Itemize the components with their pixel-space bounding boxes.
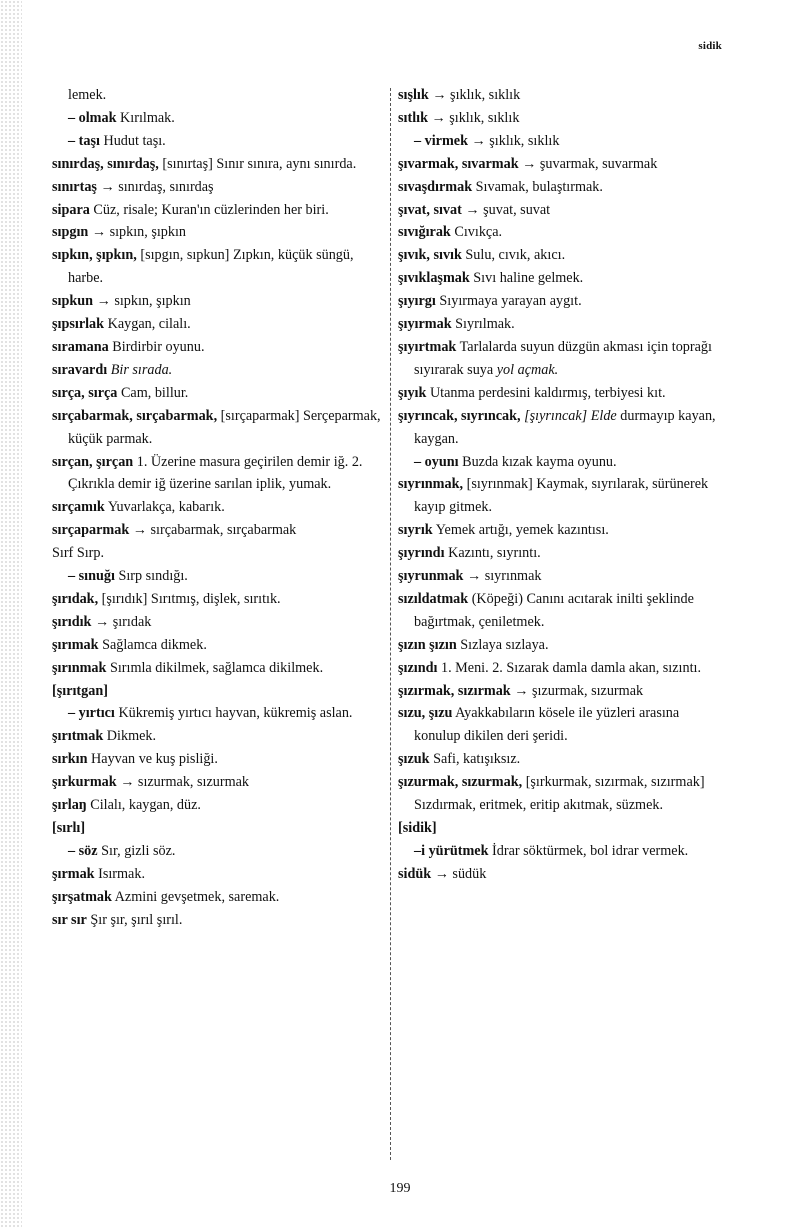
dictionary-entry [52, 725, 388, 748]
entry-definition: Azmini gevşetmek, saremak. [111, 888, 280, 905]
dictionary-entry [52, 107, 388, 130]
dictionary-entry [52, 565, 388, 588]
entry-definition: Utanma perdesini kaldırmış, terbiyesi kıt. [426, 384, 666, 401]
entry-definition: Kırılmak. [116, 109, 175, 126]
entry-headword: şırkurmak [52, 774, 117, 791]
entry-definition: → sıyrınmak [463, 568, 542, 585]
entry-headword: [şırıtgan] [52, 682, 108, 699]
dictionary-entry [398, 405, 724, 451]
dictionary-entry [52, 611, 388, 634]
page-number: 199 [389, 1181, 411, 1196]
dictionary-entry [52, 359, 388, 382]
entry-headword: şırşatmak [52, 888, 112, 905]
entry-headword: şıvık, sıvık [398, 247, 462, 264]
dictionary-entry [398, 748, 724, 771]
entry-headword: – sınuğı [68, 568, 115, 585]
dictionary-entry [398, 771, 724, 817]
dictionary-entry [398, 84, 724, 107]
entry-italic-text: yol açmak. [496, 361, 559, 378]
entry-definition: Tarlalarda suyun düzgün akması için toprağı sıyırarak suya [414, 338, 712, 378]
dictionary-entry [398, 176, 724, 199]
entry-headword: sıravardı [52, 361, 108, 378]
entry-definition: lemek. [68, 87, 107, 103]
entry-definition: Cıvıkça. [450, 224, 503, 241]
entry-definition: 1. Üzerine masura geçirilen demir iğ. 2. Çıkrıkla demir iğ üzerine sarılan iplik, yumak. [68, 453, 363, 493]
entry-definition: [sıpgın, sıpkun] Zıpkın, küçük süngü, harbe. [68, 247, 354, 287]
entry-headword: sırçabarmak, sırçabarmak, [52, 407, 218, 424]
column-divider [390, 88, 391, 1160]
entry-headword: sıyrınmak, [398, 476, 464, 493]
dictionary-entry [52, 176, 388, 199]
entry-headword: şızın şızın [398, 636, 457, 653]
entry-definition: Sıvı haline gelmek. [469, 270, 584, 287]
entry-definition: Sır, gizli söz. [97, 842, 176, 859]
entry-headword: sıvığırak [398, 224, 451, 241]
entry-headword: sır sır [52, 911, 87, 928]
dictionary-entry [398, 565, 724, 588]
dictionary-entry [398, 290, 724, 313]
entry-headword: sidük [398, 865, 432, 882]
entry-definition: → sızurmak, sızurmak [116, 774, 250, 791]
dictionary-entry [52, 542, 388, 565]
entry-headword: şıvarmak, sıvarmak [398, 155, 519, 172]
entry-definition: İdrar söktürmek, bol idrar vermek. [488, 842, 689, 859]
entry-definition: Sızlaya sızlaya. [456, 636, 549, 653]
dictionary-entry [52, 748, 388, 771]
entry-headword: şıyırtmak [398, 338, 457, 355]
entry-definition: → şuvarmak, suvarmak [518, 155, 658, 172]
dictionary-entry [398, 542, 724, 565]
dictionary-entry [52, 634, 388, 657]
scan-edge-texture [0, 0, 22, 1229]
entry-definition: Sırp. [73, 545, 105, 562]
entry-headword: – virmek [414, 132, 468, 149]
dictionary-entry [52, 657, 388, 680]
entry-headword: sırçaparmak [52, 522, 130, 539]
entry-definition: Safi, katışıksız. [429, 751, 521, 768]
entry-definition: → şıklık, sıklık [428, 87, 521, 103]
entry-definition: → sıpkın, şıpkın [88, 224, 187, 241]
entry-definition: Sağlamca dikmek. [98, 636, 207, 653]
dictionary-entry [52, 153, 388, 176]
entry-definition: → sınırdaş, sınırdaş [96, 178, 214, 195]
entry-definition: [şırıdık] Sırıtmış, dişlek, sırıtık. [98, 590, 281, 607]
entry-headword: sınırdaş, sınırdaş, [52, 155, 159, 172]
dictionary-entry [398, 451, 724, 474]
entry-definition: Sıyrılmak. [451, 316, 515, 333]
entry-definition: [sıyrınmak] Kaymak, sıyrılarak, sürünerek kayıp gitmek. [414, 476, 709, 516]
entry-headword: şızırmak, sızırmak [398, 682, 511, 699]
entry-headword: sıpkın, şıpkın, [52, 247, 137, 264]
entry-headword: şıvat, sıvat [398, 201, 462, 218]
running-head: sidik [698, 40, 722, 52]
entry-headword: sırçan, şırçan [52, 453, 134, 470]
dictionary-entry [398, 221, 724, 244]
entry-headword: sıyrık [398, 522, 433, 539]
entry-headword: şıyırmak [398, 316, 452, 333]
entry-definition: Yuvarlakça, kabarık. [104, 499, 225, 516]
entry-headword: – olmak [68, 109, 117, 126]
entry-headword: şırlaŋ [52, 797, 87, 814]
dictionary-entry [398, 634, 724, 657]
dictionary-entry [52, 382, 388, 405]
entry-definition: Dikmek. [103, 728, 157, 745]
dictionary-entry [398, 473, 724, 519]
dictionary-entry [398, 817, 724, 840]
entry-definition: → şızurmak, sızurmak [510, 682, 644, 699]
dictionary-entry [52, 817, 388, 840]
entry-definition: Hayvan ve kuş pisliği. [87, 751, 218, 768]
dictionary-entry [52, 519, 388, 542]
entry-definition: Kazıntı, sıyrıntı. [444, 545, 541, 562]
entry-headword: sızıldatmak [398, 590, 469, 607]
entry-definition: Sıvamak, bulaştırmak. [472, 178, 603, 195]
entry-headword: sıramana [52, 338, 109, 355]
entry-headword: – yırtıcı [68, 705, 115, 722]
entry-headword: şıyrıncak, sıyrıncak, [398, 407, 521, 424]
entry-definition: Bir sırada. [107, 361, 173, 378]
entry-headword: şırıdak, [52, 590, 99, 607]
entry-headword: sınırtaş [52, 178, 97, 195]
entry-italic-text: [şıyrıncak] Elde [520, 407, 617, 424]
entry-headword: [sırlı] [52, 820, 86, 836]
entry-definition: → şuvat, suvat [461, 201, 551, 218]
entry-headword: şıyırgı [398, 293, 436, 310]
entry-definition: Sulu, cıvık, akıcı. [461, 247, 566, 264]
entry-headword: şıyrındı [398, 545, 445, 562]
entry-headword: şıvıklaşmak [398, 270, 470, 287]
entry-definition: Yemek artığı, yemek kazıntısı. [432, 522, 609, 539]
dictionary-entry [52, 794, 388, 817]
entry-headword: Sırf [52, 545, 74, 562]
dictionary-entry [398, 336, 724, 382]
dictionary-entry [398, 702, 724, 748]
dictionary-entry [52, 199, 388, 222]
entry-definition: Birdirbir oyunu. [108, 338, 205, 355]
entry-definition: → sırçabarmak, sırçabarmak [129, 522, 297, 539]
entry-headword: şırıdık [52, 613, 92, 630]
entry-definition: durmayıp kayan, kaygan. [414, 407, 716, 447]
dictionary-entry [52, 909, 388, 932]
entry-headword: [sidik] [398, 820, 437, 836]
entry-headword: şızındı [398, 659, 438, 676]
entry-headword: şızurmak, sızurmak, [398, 774, 523, 791]
entry-headword: sıvaşdırmak [398, 178, 473, 195]
entry-definition: Cilalı, kaygan, düz. [86, 797, 201, 814]
entry-definition: Cüz, risale; Kuran'ın cüzlerinden her biri. [89, 201, 329, 218]
entry-headword: sırkın [52, 751, 88, 768]
dictionary-entry [398, 680, 724, 703]
dictionary-entry [52, 451, 388, 497]
entry-headword: şırınmak [52, 659, 107, 676]
entry-definition: [sırçaparmak] Serçeparmak, küçük parmak. [68, 407, 381, 447]
entry-definition: Isırmak. [94, 865, 145, 882]
entry-headword: şıpsırlak [52, 316, 105, 333]
dictionary-entry [398, 840, 724, 863]
entry-headword: şırmak [52, 865, 95, 882]
dictionary-entry [52, 221, 388, 244]
dictionary-entry [52, 313, 388, 336]
entry-headword: – taşı [68, 132, 100, 149]
entry-headword: – söz [68, 842, 98, 859]
entry-definition: Ayakkabıların kösele ile yüzleri arasına konulup dikilen deri şeridi. [414, 705, 680, 745]
dictionary-entry [52, 130, 388, 153]
dictionary-entry [398, 107, 724, 130]
dictionary-entry [52, 863, 388, 886]
dictionary-entry [398, 519, 724, 542]
entry-headword: şırımak [52, 636, 99, 653]
entry-headword: şırıtmak [52, 728, 104, 745]
entry-headword: sıpkun [52, 293, 94, 310]
dictionary-entry [398, 863, 724, 886]
entry-definition: Sırımla dikilmek, sağlamca dikilmek. [106, 659, 324, 676]
entry-headword: sıtlık [398, 109, 428, 126]
dictionary-entry [52, 771, 388, 794]
dictionary-entry [398, 199, 724, 222]
dictionary-entry [52, 680, 388, 703]
entry-definition: → sıpkın, şıpkın [93, 293, 191, 310]
dictionary-entry [52, 840, 388, 863]
dictionary-entry [52, 405, 388, 451]
entry-definition: [şırkurmak, sızırmak, sızırmak] Sızdırmak, eritmek, eritip akıtmak, süzmek. [414, 774, 705, 814]
entry-definition: → südük [431, 865, 487, 882]
entry-definition: Hudut taşı. [99, 132, 166, 149]
entry-headword: şıyrunmak [398, 568, 464, 585]
entry-headword: şızuk [398, 751, 430, 768]
entry-definition: 1. Meni. 2. Sızarak damla damla akan, sızıntı. [437, 659, 702, 676]
entry-definition: Buzda kızak kayma oyunu. [458, 453, 617, 470]
dictionary-entry [398, 382, 724, 405]
dictionary-entry [398, 588, 724, 634]
entry-definition: Kükremiş yırtıcı hayvan, kükremiş aslan. [114, 705, 353, 722]
dictionary-entry [52, 290, 388, 313]
entry-definition: → şırıdak [91, 613, 152, 630]
dictionary-entry [52, 84, 388, 107]
entry-headword: sırça, sırça [52, 384, 118, 401]
dictionary-entry [52, 336, 388, 359]
dictionary-entry [398, 267, 724, 290]
entry-definition: Şır şır, şırıl şırıl. [86, 911, 183, 928]
entry-definition: → şıklık, sıklık [427, 109, 520, 126]
dictionary-entry [52, 886, 388, 909]
dictionary-entry [52, 702, 388, 725]
dictionary-entry [398, 130, 724, 153]
dictionary-entry [52, 244, 388, 290]
entry-definition: → şıklık, sıklık [467, 132, 560, 149]
dictionary-entry [398, 153, 724, 176]
dictionary-entry [398, 313, 724, 336]
entry-headword: sipara [52, 201, 90, 218]
entry-headword: şıyık [398, 384, 427, 401]
dictionary-entry [52, 588, 388, 611]
right-column [398, 84, 724, 886]
entry-headword: – oyunı [414, 453, 459, 470]
entry-definition: Cam, billur. [117, 384, 189, 401]
entry-headword: sışlık [398, 87, 429, 103]
entry-definition: Sırp sındığı. [114, 568, 188, 585]
entry-headword: –i yürütmek [414, 842, 489, 859]
entry-definition: Sıyırmaya yarayan aygıt. [435, 293, 582, 310]
entry-headword: sırçamık [52, 499, 105, 516]
entry-definition: [sınırtaş] Sınır sınıra, aynı sınırda. [158, 155, 357, 172]
entry-headword: sıpgın [52, 224, 89, 241]
dictionary-entry [52, 496, 388, 519]
dictionary-entry [398, 244, 724, 267]
entry-definition: Kaygan, cilalı. [104, 316, 191, 333]
left-column [52, 84, 388, 932]
entry-definition: (Köpeği) Canını acıtarak inilti şeklinde bağırtmak, çeniletmek. [414, 590, 694, 630]
entry-headword: sızu, şızu [398, 705, 453, 722]
dictionary-entry [398, 657, 724, 680]
